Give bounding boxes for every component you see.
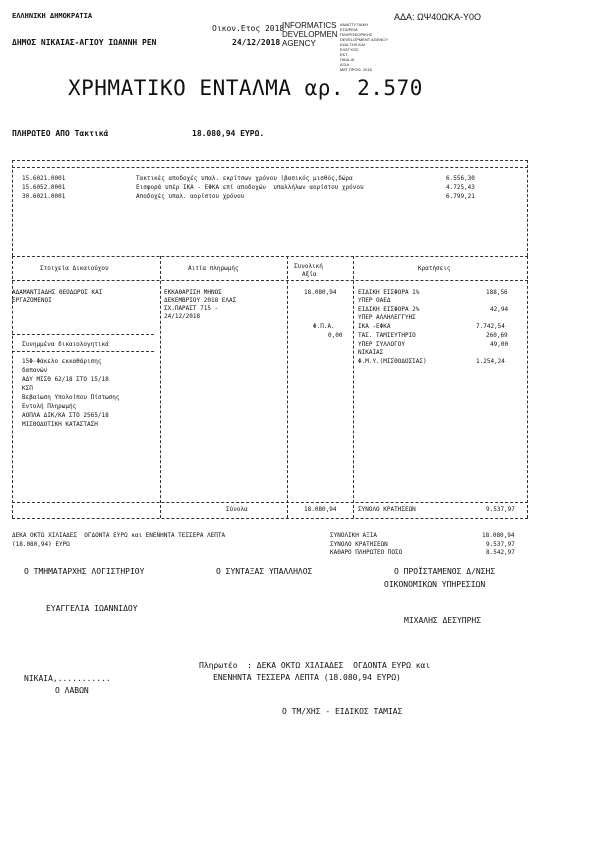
totals-amount: 18.080,94 [304, 506, 337, 513]
totals-label: Σύνολα [226, 506, 248, 513]
deduction-value-9: 1.254,24 [476, 358, 505, 365]
header-reason: Αιτία πληρωμής [188, 265, 239, 272]
summary-value-2: 9.537,97 [486, 541, 515, 548]
signature-director-2: ΟΙΚΟΝΟΜΙΚΩΝ ΥΠΗΡΕΣΙΩΝ [384, 580, 486, 589]
header-deductions: Κρατήσεις [418, 265, 451, 272]
attachment-1: 15Φ-Φάκελο εκκαθάρισης [22, 358, 102, 365]
signature-director-1: Ο ΠΡΟΪΣΤΑΜΕΝΟΣ Δ/ΝΣΗΣ [394, 567, 496, 576]
accounting-head-name: ΕΥΑΓΓΕΛΙΑ ΙΩΑΝΝΙΔΟΥ [46, 604, 138, 613]
document-title: ΧΡΗΜΑΤΙΚΟ ΕΝΤΑΛΜΑ αρ. 2.570 [68, 76, 423, 100]
summary-label-1: ΣΥΝΟΛΙΚΗ ΑΞΙΑ [330, 532, 377, 539]
place-line: ΝΙΚΑΙΑ,........... [24, 674, 111, 683]
deduction-label-8: ΝΙΚΑΙΑΣ [358, 349, 384, 356]
payable-label: ΠΛΗΡΩΤΕΟ ΑΠΟ Τακτικά [12, 129, 109, 138]
state-name: ΕΛΛΗΝΙΚΗ ΔΗΜΟΚΡΑΤΙΑ [12, 12, 93, 20]
logo-small-text: ΑΝΑΠΤΥΞΙΑΚΗ ΕΤΑΙΡΕΙΑ ΠΛΗΡΟΦΟΡΙΚΗΣ DEVELOPMENT AGENCY ΚΩΔ.ΤΗΛ.ΚΑΙ ΕΛΕΓΧΟΣ ΕΚΤ. ΠΑΙΔ.ΙΑ ΑΞΙΑ ΜΕΓ.ΠΡΟΘ. 2018 [340, 22, 388, 72]
paid-words-2: ΕΝΕΝΗΝΤΑ ΤΕΣΣΕΡΑ ΛΕΠΤΑ (18.080,94 ΕΥΡΩ) [213, 673, 401, 682]
deduction-label-4: ΥΠΕΡ ΑΛΛΗΛΕΓΓΥΗΣ [358, 314, 416, 321]
summary-label-2: ΣΥΝΟΛΟ ΚΡΑΤΗΣΕΩΝ [330, 541, 388, 548]
document-date: 24/12/2018 [232, 38, 281, 47]
deduction-label-1: ΕΙΔΙΚΗ ΕΙΣΦΟΡΑ 1% [358, 289, 420, 296]
account-desc-1: Τακτικές αποδοχές υπαλ. εκρίτσων χρόνου (βασικός μισθός,δώρα [136, 175, 353, 182]
deduction-value-5: 7.742,54 [476, 323, 505, 330]
attachment-2: δαπανών [22, 367, 48, 374]
ada-code: ΑΔΑ: ΩΨ40ΩΚΑ-Υ0Ο [394, 12, 482, 22]
fiscal-year: Οικον.Ετος 2018 [212, 24, 285, 33]
signature-accounting-head: Ο ΤΜΗΜΑΤΑΡΧΗΣ ΛΟΓΙΣΤΗΡΙΟΥ [24, 567, 145, 576]
deduction-value-7: 49,00 [490, 341, 509, 348]
attachment-6: Εντολή Πληρωμής [22, 403, 77, 410]
attachment-3: ΑΔΥ ΜΙΣΘ 62/18 ΣΤΟ 15/18 [22, 376, 109, 383]
account-amount-1: 6.556,30 [446, 175, 475, 182]
treasurer-label: Ο ΤΜ/ΧΗΣ - ΕΙΔΙΚΟΣ ΤΑΜΙΑΣ [282, 707, 403, 716]
attachment-8: ΜΙΣΘΟΔΟΤΙΚΗ ΚΑΤΑΣΤΑΣΗ [22, 421, 98, 428]
account-code-3: 30.6021.0001 [22, 193, 66, 200]
total-amount: 18.080,94 [304, 289, 337, 296]
payable-amount: 18.080,94 ΕΥΡΩ. [192, 129, 265, 138]
attachment-5: Βεβαίωση Υπολοίπου Πίστωσης [22, 394, 120, 401]
deduction-label-7: ΥΠΕΡ ΣΥΛΛΟΓΟΥ [358, 341, 405, 348]
account-desc-3: Αποδοχές υπαλ. αορίστου χρόνου [136, 193, 245, 200]
totals-deductions-value: 9.537,97 [486, 506, 515, 513]
municipality-name: ΔΗΜΟΣ ΝΙΚΑΙΑΣ-ΑΓΙΟΥ ΙΩΑΝΝΗ ΡΕΝ [12, 38, 157, 47]
director-name: ΜΙΧΑΛΗΣ ΔΕΣΥΠΡΗΣ [404, 616, 482, 625]
header-creditor: Στοιχεία Δικαιούχου [40, 265, 109, 272]
attachments-title: Συνημμένα δικαιολογητικά [22, 341, 109, 348]
amount-words-2: (18.080,94) ΕΥΡΩ [12, 541, 70, 548]
reason-line-3: ΣΧ.ΠΑΡΑΣΤ 715 - [164, 305, 219, 312]
deduction-label-9: Φ.Μ.Υ.(ΜΙΣΘΟΔΟΣΙΑΣ) [358, 358, 427, 365]
account-desc-2: Εισφορά υπέρ ΙΚΑ - ΕΦΚΑ επί αποδοχών υπαλλήλων αορίστου χρόνου [136, 184, 364, 191]
account-code-2: 15.6052.0001 [22, 184, 66, 191]
deduction-label-3: ΕΙΔΙΚΗ ΕΙΣΦΟΡΑ 2% [358, 306, 420, 313]
fpa-label: Φ.Π.Α. [313, 323, 335, 330]
account-amount-2: 4.725,43 [446, 184, 475, 191]
creditor-line-1: ΑΔΑΜΑΝΤΙΑΔΗΣ ΘΕΟΔΩΡΟΣ ΚΑΙ [12, 289, 103, 296]
deduction-label-6: ΤΑΣ. ΤΑΜΙΕΥΤΗΡΙΟ [358, 332, 416, 339]
reason-line-1: ΕΚΚΑΘΑΡΙΣΗ ΜΗΝΟΣ [164, 289, 222, 296]
deduction-label-2: ΥΠΕΡ ΟΑΕΔ [358, 297, 391, 304]
reason-line-4: 24/12/2018 [164, 313, 201, 320]
header-total-2: Αξία [302, 271, 317, 278]
attachment-7: ΑΟΠΛΑ ΔΙΚ/ΚΑ ΣΤΟ 2565/18 [22, 412, 109, 419]
amount-words-1: ΔΕΚΑ ΟΚΤΩ ΧΙΛΙΑΔΕΣ ΟΓΔΟΝΤΑ ΕΥΡΩ και ΕΝΕΝΗΝΤΑ ΤΕΣΣΕΡΑ ΛΕΠΤΑ [12, 532, 226, 539]
receiver-label: Ο ΛΑΒΩΝ [55, 686, 89, 695]
creditor-line-2: ΕΡΓΑΖΟΜΕΝΟΙ [12, 297, 52, 304]
deduction-value-3: 42,94 [490, 306, 509, 313]
attachment-4: ΚΣΠ [22, 385, 33, 392]
summary-label-3: ΚΑΘΑΡΟ ΠΛΗΡΩΤΕΟ ΠΟΣΟ [330, 549, 403, 556]
summary-value-1: 18.080,94 [482, 532, 515, 539]
header-total: Συνολική [294, 263, 323, 270]
logo-text: INFORMATICS DEVELOPMEN AGENCY [282, 21, 338, 48]
account-code-1: 15.6021.0001 [22, 175, 66, 182]
fpa-value: 0,00 [328, 332, 343, 339]
deduction-label-5: ΙΚΑ -ΕΦΚΑ [358, 323, 391, 330]
totals-deductions-label: ΣΥΝΟΛΟ ΚΡΑΤΗΣΕΩΝ [358, 506, 416, 513]
paid-words-1: Πληρωτέο : ΔΕΚΑ ΟΚΤΩ ΧΙΛΙΑΔΕΣ ΟΓΔΟΝΤΑ ΕΥΡΩ και [199, 661, 431, 670]
deduction-value-6: 260,69 [486, 332, 508, 339]
signature-drafter: Ο ΣΥΝΤΑΞΑΣ ΥΠΑΛΛΗΛΟΣ [216, 567, 313, 576]
summary-value-3: 8.542,97 [486, 549, 515, 556]
reason-line-2: ΔΕΚΕΜΒΡΙΟΥ 2018 ΕΛΑΣ [164, 297, 237, 304]
account-amount-3: 6.799,21 [446, 193, 475, 200]
deduction-value-1: 188,56 [486, 289, 508, 296]
